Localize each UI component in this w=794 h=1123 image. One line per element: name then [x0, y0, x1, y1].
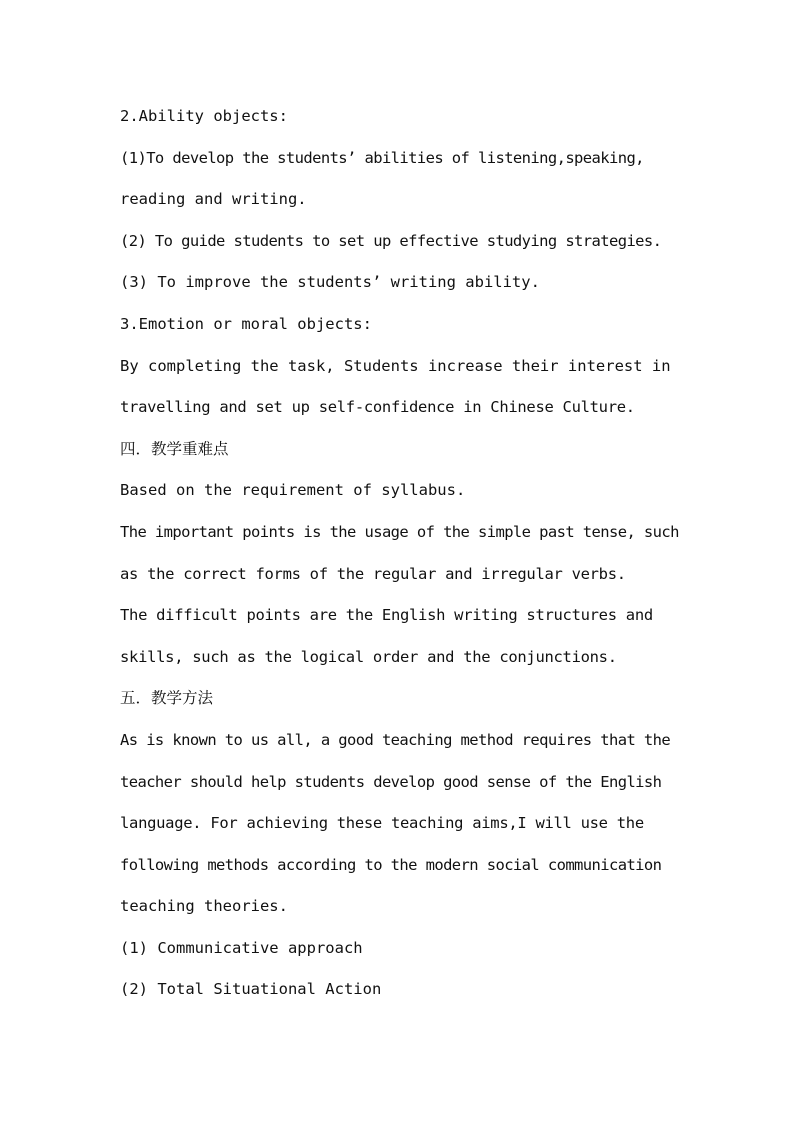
paragraph-line: reading and writing.: [120, 190, 307, 209]
section-heading-key-points: 四．教学重难点: [120, 439, 229, 458]
section-heading-emotion-objects: 3.Emotion or moral objects:: [120, 314, 372, 333]
paragraph-line: teacher should help students develop good sense of the English: [120, 772, 662, 791]
paragraph-line: Based on the requirement of syllabus.: [120, 481, 466, 500]
paragraph-line: travelling and set up self-confidence in Chinese Culture.: [120, 398, 635, 417]
paragraph-line: teaching theories.: [120, 897, 288, 916]
paragraph-line: By completing the task, Students increase their interest in: [120, 356, 671, 375]
paragraph-line: skills, such as the logical order and the conjunctions.: [120, 647, 617, 666]
paragraph-line: following methods according to the modern social communication: [120, 855, 662, 874]
paragraph-line: As is known to us all, a good teaching method requires that the: [120, 730, 671, 749]
document-body: [120, 96, 680, 1011]
paragraph-line: The important points is the usage of the simple past tense, such: [120, 522, 679, 541]
section-heading-ability-objects: 2.Ability objects:: [120, 107, 288, 125]
section-heading-teaching-methods: 五．教学方法: [120, 689, 214, 708]
paragraph-line: as the correct forms of the regular and irregular verbs.: [120, 564, 626, 583]
paragraph-line: language. For achieving these teaching aims,I will use the: [120, 814, 644, 833]
list-item-communicative-approach: (1) Communicative approach: [120, 938, 363, 957]
paragraph-line: (2) To guide students to set up effective studying strategies.: [120, 231, 662, 250]
list-item-total-situational-action: (2) Total Situational Action: [120, 980, 382, 999]
paragraph-line: The difficult points are the English writing structures and: [120, 606, 653, 625]
paragraph-line: (3) To improve the students’ writing ability.: [120, 273, 540, 292]
paragraph-line: (1)To develop the students’ abilities of listening,speaking,: [120, 148, 644, 167]
